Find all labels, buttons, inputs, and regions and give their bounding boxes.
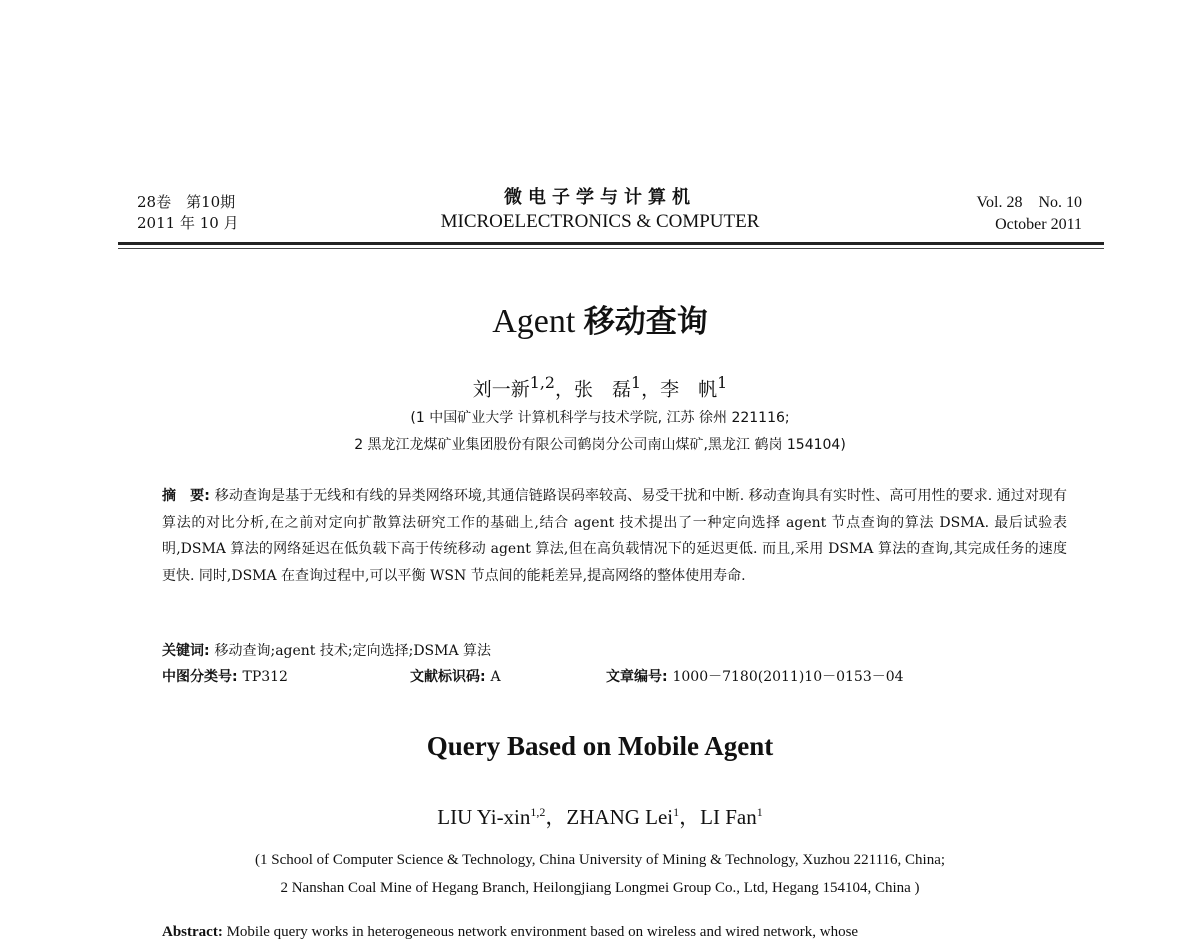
title-cn-latin: Agent [492,303,584,340]
abstract-cn-label: 摘 要 [162,488,205,504]
authors-cn [0,370,1200,402]
abstract-en-label: Abstract [162,924,218,940]
author-en-1-affil: 1,2 [530,805,546,819]
affiliation-cn-1: (1 中国矿业大学 计算机科学与技术学院, 江苏 徐州 221116; [410,410,790,426]
keywords-label: 关键词 [162,643,204,659]
volume-issue: 28卷 第10期 [137,193,236,211]
paper-title-cn [0,300,1200,344]
clc-number [162,667,288,687]
doc-code-colon: : [480,669,491,685]
keywords-colon: : [204,643,215,659]
author-en-2: ZHANG Lei [566,805,674,829]
article-number [606,667,904,687]
header-rule-thick [118,242,1104,245]
abstract-cn [162,483,1067,589]
keywords-cn [162,641,491,661]
doc-code-label: 文献标识码 [410,669,480,685]
author-en-2-affil: 1 [673,805,680,819]
clc-colon: : [232,669,243,685]
doc-code-value: A [490,669,501,685]
affiliation-en-1: (1 School of Computer Science & Technology, China University of Mining & Technology, Xuzhou 221116, China; [254,852,946,868]
author-separator: ， [554,378,574,401]
author-en-3: LI Fan [700,805,757,829]
article-number-colon: : [662,669,673,685]
journal-name-en: MICROELECTRONICS & COMPUTER [440,211,760,232]
clc-value: TP312 [242,669,288,685]
paper-title-en: Query Based on Mobile Agent [426,731,774,761]
article-number-label: 文章编号 [606,669,662,685]
journal-volume-info-en [977,192,1083,236]
document-code [410,667,501,687]
abstract-cn-text: 移动查询是基于无线和有线的异类网络环境,其通信链路误码率较高、易受干扰和中断. 移动查询具有实时性、高可用性的要求. 通过对现有算法的对比分析,在之前对定向扩散算法研究工作的基础上,结合 agent 技术提出了一种定向选择 agent 节点查询的算法 DSMA. 最后试验表明,DSMA 算法的网络延迟在低负载下高于传统移动 agent 算法,但在高负载情况下的延迟更低. 而且,采用 DSMA 算法的查询,其完成任务的速度更快. 同时,DSMA 在查询过程中,可以平衡 WSN 节点间的能耗差异,提高网络的整体使用寿命. [162,488,1068,584]
volume-issue-en: Vol. 28 No. 10 [976,194,1082,211]
keywords-text: 移动查询;agent 技术;定向选择;DSMA 算法 [214,643,492,659]
abstract-en-colon: : [217,924,227,940]
journal-name-cn: 微电子学与计算机 [504,187,696,208]
author-cn-3-affil: 1 [717,373,728,392]
author-cn-2-affil: 1 [631,373,642,392]
title-cn-text: 移动查询 [583,304,708,340]
author-separator: ， [545,805,567,829]
article-number-value: 1000－7180(2011)10－0153－04 [672,669,904,685]
header-rule-thin [118,248,1104,249]
author-en-3-affil: 1 [756,805,763,819]
author-cn-2: 张 磊 [574,378,632,401]
affiliation-cn-2: 2 黑龙江龙煤矿业集团股份有限公司鹤岗分公司南山煤矿,黑龙江 鹤岗 154104) [354,437,846,453]
publication-date-en: October 2011 [995,216,1082,233]
author-separator: ， [679,805,701,829]
abstract-en [162,922,1067,942]
author-separator: ， [641,378,661,401]
author-en-1: LIU Yi-xin [437,805,531,829]
author-cn-3: 李 帆 [660,378,718,401]
abstract-cn-colon: : [204,488,215,504]
publication-date-cn: 2011 年 10 月 [137,214,239,232]
author-cn-1-affil: 1,2 [529,373,555,392]
clc-label: 中图分类号 [162,669,232,685]
abstract-en-text: Mobile query works in heterogeneous network environment based on wireless and wired network, whose [226,924,859,940]
author-cn-1: 刘一新 [472,378,530,401]
authors-en [0,798,1200,831]
affiliation-en-2: 2 Nanshan Coal Mine of Hegang Branch, Heilongjiang Longmei Group Co., Ltd, Hegang 154104, China ) [280,880,920,896]
